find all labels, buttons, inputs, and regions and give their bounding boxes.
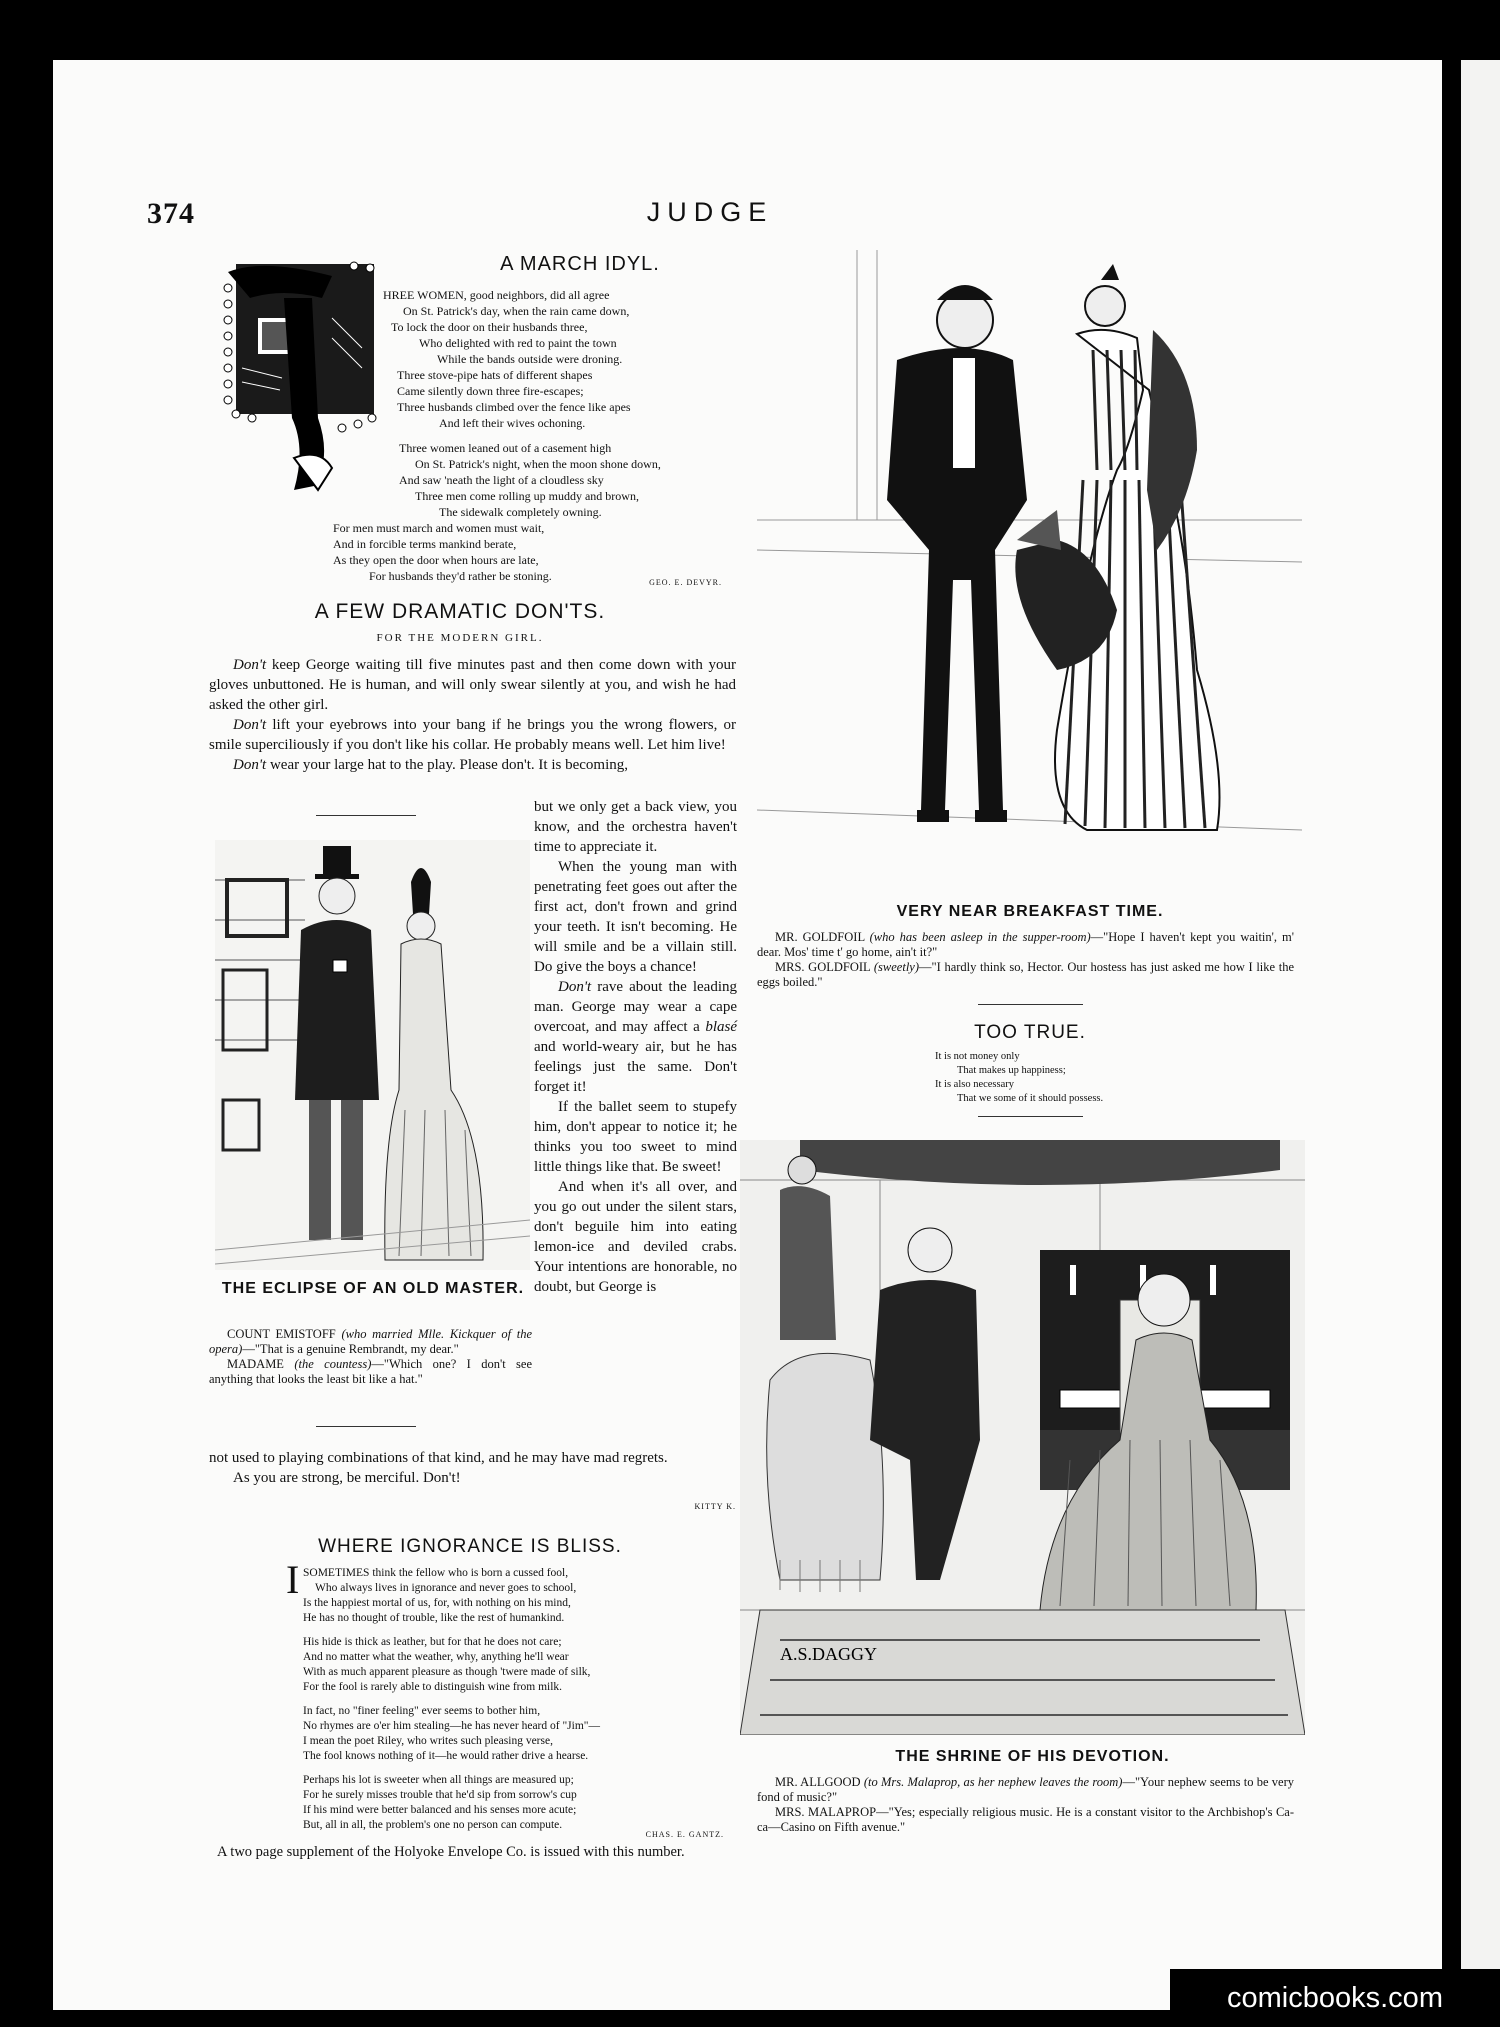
paragraph-text: If the ballet seem to stupefy him, don't appear to notice it; he thinks you too sweet to mind little things like that. Be sweet! — [534, 1099, 737, 1175]
poem-line: For the fool is rarely able to distinguish wine from milk. — [303, 1681, 563, 1693]
poem-line: His hide is thick as leather, but for that he does not care; — [303, 1636, 562, 1648]
paragraph-text: and world-weary air, but he has feelings just the same. Don't forget it! — [534, 1039, 737, 1095]
dramatic-donts-subtitle: FOR THE MODERN GIRL. — [376, 632, 544, 644]
poem-line: And left their wives ochoning. — [439, 416, 586, 430]
shrine-illustration — [740, 1140, 1305, 1735]
dialogue-line: —"That is a genuine Rembrandt, my dear." — [242, 1342, 459, 1356]
divider — [316, 1426, 416, 1427]
supplement-note: A two page supplement of the Holyoke Envelope Co. is issued with this number. — [217, 1844, 685, 1860]
paragraph-text: wear your large hat to the play. Please don't. It is becoming, — [266, 757, 628, 773]
poem-line: HREE WOMEN, good neighbors, did all agree — [383, 288, 610, 302]
breakfast-dialogue — [757, 930, 1294, 990]
poem-line: It is also necessary — [935, 1079, 1015, 1090]
march-idyl-title: A MARCH IDYL. — [500, 253, 660, 275]
speaker-name: MR. ALLGOOD — [775, 1775, 861, 1789]
stage-direction: (who married Mlle. Kickquer of the opera) — [209, 1327, 533, 1356]
poem-line: With as much apparent pleasure as though 'twere made of silk, — [303, 1666, 591, 1678]
poem-line: He has no thought of trouble, like the rest of humankind. — [303, 1612, 565, 1624]
eclipse-dialogue — [209, 1327, 532, 1387]
poem-line: As they open the door when hours are late, — [333, 553, 539, 567]
poem-line: That we some of it should possess. — [957, 1093, 1104, 1104]
speaker-name: COUNT EMISTOFF — [227, 1327, 336, 1341]
divider — [978, 1004, 1083, 1005]
speaker-name: MADAME — [227, 1357, 284, 1371]
poem-line: Who delighted with red to paint the town — [419, 336, 617, 350]
speaker-name: MRS. GOLDFOIL — [775, 960, 871, 974]
dont-emphasis: Don't — [233, 757, 267, 773]
breakfast-illustration — [757, 250, 1302, 890]
paragraph-text: lift your eyebrows into your bang if he brings you the wrong flowers, or smile superciliously if you don't like his collar. He probably means well. Let him live! — [209, 717, 736, 753]
poem-line: Three men come rolling up muddy and brown, — [415, 489, 639, 503]
poem-line: Came silently down three fire-escapes; — [397, 384, 584, 398]
poem-line: Three stove-pipe hats of different shapes — [397, 368, 593, 382]
poem-line: For husbands they'd rather be stoning. — [369, 569, 552, 583]
ignorance-title: WHERE IGNORANCE IS BLISS. — [318, 1536, 622, 1557]
poem-line: That makes up happiness; — [957, 1065, 1066, 1076]
paragraph-text: As you are strong, be merciful. Don't! — [233, 1470, 461, 1486]
paragraph-text: but we only get a back view, you know, and the orchestra haven't time to appreciate it. — [534, 799, 737, 855]
poem-line: And saw 'neath the light of a cloudless sky — [399, 473, 604, 487]
paragraph-text: keep George waiting till five minutes past and then come down with your gloves unbuttoned. He is human, and will only swear silently at you, and wish he had asked the other girl. — [209, 657, 736, 713]
poem-line: Three husbands climbed over the fence like apes — [397, 400, 631, 414]
ignorance-poem — [303, 1566, 723, 1833]
march-idyl-signature: GEO. E. DEVYR. — [649, 578, 722, 587]
speaker-name: MR. GOLDFOIL — [775, 930, 865, 944]
breakfast-caption: VERY NEAR BREAKFAST TIME. — [896, 903, 1164, 920]
poem-line: The fool knows nothing of it—he would rather drive a hearse. — [303, 1750, 589, 1762]
ignorance-signature: CHAS. E. GANTZ. — [645, 1830, 724, 1839]
speaker-name: MRS. MALAPROP — [775, 1805, 877, 1819]
divider — [316, 815, 416, 816]
poem-line: But, all in all, the problem's one no person can compute. — [303, 1819, 563, 1831]
poem-line: Is the happiest mortal of us, for, with nothing on his mind, — [303, 1597, 571, 1609]
dont-emphasis: Don't — [233, 717, 267, 733]
stage-direction: (sweetly) — [873, 960, 920, 974]
poem-line: And in forcible terms mankind berate, — [333, 537, 517, 551]
dont-emphasis: Don't — [558, 979, 592, 995]
poem-line: On St. Patrick's day, when the rain came down, — [403, 304, 630, 318]
poem-line: No rhymes are o'er him stealing—he has never heard of "Jim"— — [303, 1720, 600, 1732]
march-idyl-stanza-2 — [333, 440, 723, 584]
stage-direction: (to Mrs. Malaprop, as her nephew leaves the room) — [863, 1775, 1123, 1789]
dramatic-donts-intro — [209, 655, 736, 775]
poem-line: Perhaps his lot is sweeter when all things are measured up; — [303, 1774, 574, 1786]
divider — [978, 1116, 1083, 1117]
poem-line: To lock the door on their husbands three, — [391, 320, 588, 334]
dialogue-line: —"Your nephew seems to be very fond of music?" — [757, 1775, 1295, 1804]
shrine-caption: THE SHRINE OF HIS DEVOTION. — [895, 1748, 1170, 1765]
poem-line: SOMETIMES think the fellow who is born a cussed fool, — [303, 1567, 569, 1579]
eclipse-caption: THE ECLIPSE OF AN OLD MASTER. — [221, 1280, 525, 1297]
poem-line: In fact, no "finer feeling" ever seems to bother him, — [303, 1705, 541, 1717]
stage-direction: (who has been asleep in the supper-room) — [869, 930, 1091, 944]
masthead: JUDGE — [646, 197, 774, 227]
poem-line: For men must march and women must wait, — [333, 521, 545, 535]
dialogue-line: —"I hardly think so, Hector. Our hostess has just asked me how I like the eggs boiled." — [757, 960, 1295, 989]
dialogue-line: —"Which one? I don't see anything that looks the least bit like a hat." — [209, 1357, 533, 1386]
next-page-edge — [1455, 60, 1500, 2010]
dont-emphasis: Don't — [233, 657, 267, 673]
poem-line: It is not money only — [935, 1051, 1020, 1062]
poem-line: For he surely misses trouble that he'd sip from sorrow's cup — [303, 1789, 577, 1801]
site-watermark: comicbooks.com — [1170, 1969, 1500, 2027]
shrine-dialogue — [757, 1775, 1294, 1835]
dramatic-donts-signature: KITTY K. — [694, 1502, 736, 1511]
poem-line: While the bands outside were droning. — [437, 352, 623, 366]
poem-line: Three women leaned out of a casement high — [399, 441, 612, 455]
dialogue-line: —"Yes; especially religious music. He is a constant visitor to the Archbishop's Ca-ca—Casino on Fifth avenue." — [757, 1805, 1294, 1834]
poem-line: The sidewalk completely owning. — [439, 505, 602, 519]
march-idyl-stanza-1 — [383, 287, 723, 431]
stage-direction: (the countess) — [294, 1357, 372, 1371]
too-true-poem — [935, 1050, 1205, 1106]
poem-line: And no matter what the weather, why, anything he'll wear — [303, 1651, 569, 1663]
dramatic-donts-ending — [209, 1448, 736, 1488]
dialogue-line: —"Hope I haven't kept you waitin', m' dear. Mos' time t' go home, ain't it?" — [757, 930, 1294, 959]
paragraph-text: rave about the leading man. George may wear a cape overcoat, and may affect a — [534, 979, 737, 1035]
artist-signature: A.S.DAGGY — [780, 1644, 878, 1664]
paragraph-text: And when it's all over, and you go out under the silent stars, don't beguile him into eating lemon-ice and deviled crabs. Your intentions are honorable, no doubt, but George is — [534, 1179, 737, 1295]
page-number: 374 — [147, 197, 195, 230]
poem-line: If his mind were better balanced and his senses more acute; — [303, 1804, 577, 1816]
dramatic-donts-title: A FEW DRAMATIC DON'TS. — [314, 600, 606, 623]
ignorance-drop-cap: I — [286, 1557, 300, 1602]
paragraph-text: not used to playing combinations of that kind, and he may have mad regrets. — [209, 1450, 668, 1466]
poem-line: On St. Patrick's night, when the moon shone down, — [415, 457, 661, 471]
too-true-title: TOO TRUE. — [974, 1022, 1086, 1043]
eclipse-illustration — [215, 840, 530, 1270]
poem-line: I mean the poet Riley, who writes such pleasing verse, — [303, 1735, 553, 1747]
poem-line: Who always lives in ignorance and never goes to school, — [315, 1582, 577, 1594]
blase-emphasis: blasé — [705, 1019, 737, 1035]
dramatic-donts-column — [534, 797, 737, 1297]
paragraph-text: When the young man with penetrating feet goes out after the first act, don't frown and grind your teeth. It isn't becoming. He will smile and be a villain still. Do give the boys a chance! — [534, 859, 737, 975]
